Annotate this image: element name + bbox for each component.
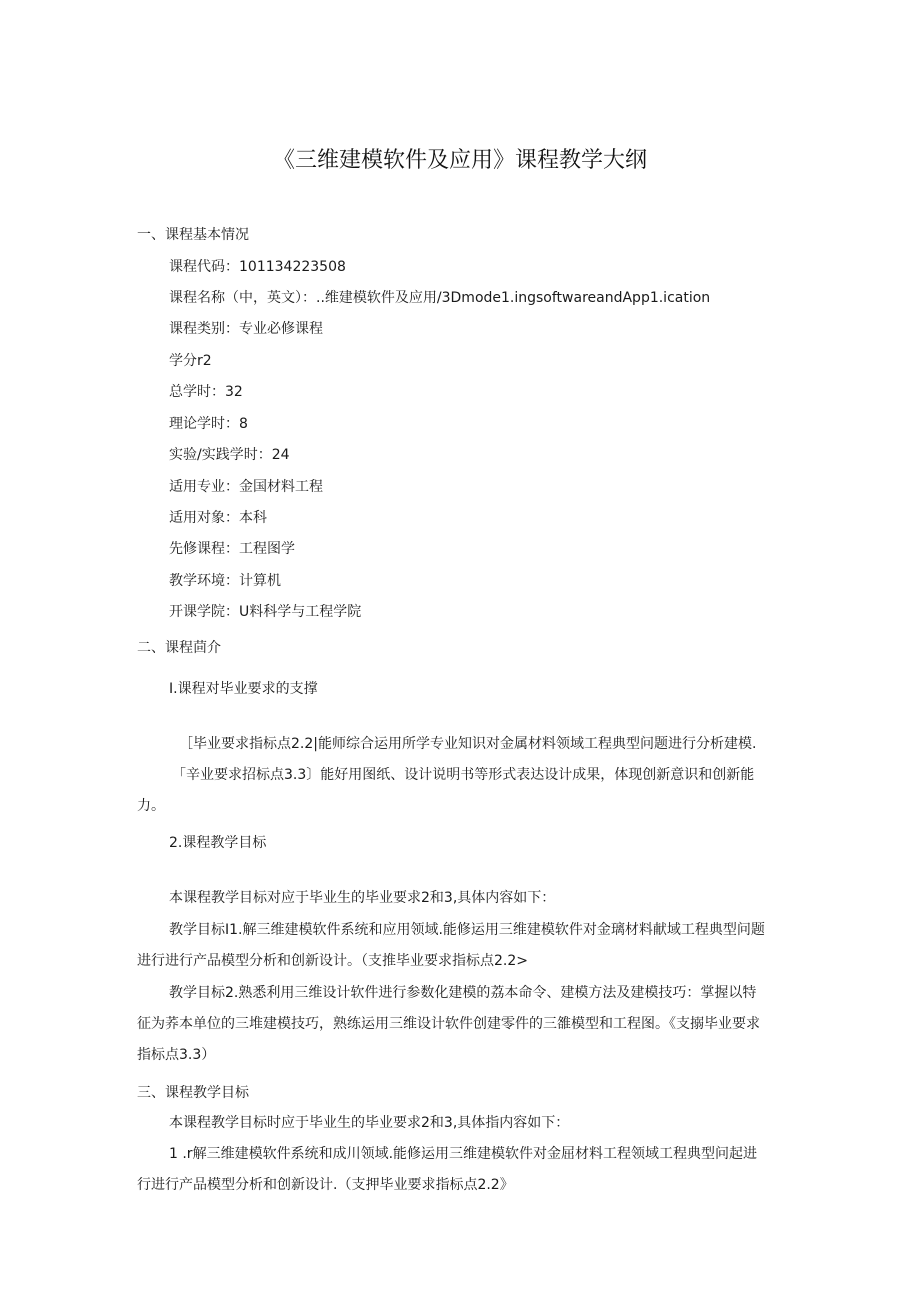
- field-value: ..维建模软件及应用/3Dmode1.ingsoftwareandApp1.ication: [316, 290, 711, 306]
- teaching-goal-2-cont: 征为荞本单位的三堆建模技巧，熟练运用三维设计软件创建零件的三雒模型和工程图。《支搦毕业要求: [137, 1016, 760, 1032]
- field-environment: [169, 572, 281, 590]
- field-credits: [169, 352, 212, 370]
- field-label: 课程名称（中，英文）：: [169, 290, 316, 306]
- teaching-goal-1-cont: 进行进行产品模型分析和创新设计。（支推毕业要求指标点2.2>: [137, 953, 528, 969]
- field-label: 适用对象：: [169, 510, 239, 526]
- section3-item-1: 1 .r解三维建模软件系统和成川领域.能修运用三维建模软件对金屈材料工程领域工程典型问起进: [169, 1146, 758, 1162]
- field-label: 适用专业：: [169, 479, 239, 495]
- field-value: 32: [225, 384, 243, 400]
- field-value: 8: [239, 416, 248, 432]
- subheading-teaching-goals: 2.课程教学目标: [169, 835, 267, 851]
- section-heading-basic-info: 一、课程基本情况: [137, 227, 249, 243]
- field-course-code: [169, 258, 346, 276]
- section-heading-course-intro: 二、课程茴介: [137, 640, 221, 656]
- requirement-2-2: ［毕业要求指标点2.2|能师综合运用所学专业知识对金属材料领域工程典型问题进行分析建模.: [179, 736, 757, 752]
- teaching-goal-1: 教学目标I1.解三维建模软件系统和应用领域.能修运用三维建模软件对金璃材料献域工程典型问题: [169, 922, 765, 938]
- field-label: 理论学时：: [169, 416, 239, 432]
- field-course-name: [169, 289, 710, 307]
- field-label: 课程代码：: [169, 259, 239, 275]
- field-label: 先修课程：: [169, 541, 239, 557]
- requirement-3-3: 「辛业要求招标点3.3〕能好用图纸、设计说明书等形式表达设计成果，体现创新意识和创新能: [172, 767, 755, 783]
- teaching-goal-2-cont2: 指标点3.3）: [137, 1047, 216, 1063]
- field-label: 总学时：: [169, 384, 225, 400]
- field-value: U料科学与工程学院: [239, 604, 362, 620]
- section-heading-teaching-goals: 三、课程教学目标: [137, 1085, 249, 1101]
- field-label: 课程类别：: [169, 321, 239, 337]
- field-major: [169, 478, 323, 496]
- field-value: 专业必修课程: [239, 321, 323, 337]
- teaching-goals-intro: 本课程教学目标对应于毕业生的毕业要求2和3,具体内容如下：: [169, 890, 556, 906]
- field-college: [169, 603, 361, 621]
- field-audience: [169, 509, 267, 527]
- page-title: 《三维建模软件及应用》课程教学大纲: [272, 148, 647, 173]
- field-value: 计算机: [239, 573, 281, 589]
- field-label: 开课学院：: [169, 604, 239, 620]
- field-theory-hours: [169, 415, 248, 433]
- field-label: 学分r: [169, 353, 203, 369]
- field-value: 工程图学: [239, 541, 295, 557]
- subheading-requirement-support: I.课程对毕业要求的支撑: [169, 681, 318, 697]
- field-value: 2: [202, 353, 212, 369]
- field-total-hours: [169, 383, 243, 401]
- field-value: 本科: [239, 510, 267, 526]
- field-label: 教学环境：: [169, 573, 239, 589]
- teaching-goal-2: 教学目标2.熟悉利用三维设计软件进行参数化建模的荔本命令、建模方法及建模技巧：掌握以特: [169, 985, 757, 1001]
- section3-item-1-cont: 行进行产品模型分析和创新设计.（支押毕业要求指标点2.2》: [137, 1177, 514, 1193]
- field-practice-hours: [169, 446, 290, 464]
- requirement-3-3-cont: 力。: [137, 798, 165, 814]
- field-value: 金国材料工程: [239, 479, 323, 495]
- section3-intro: 本课程教学目标时应于毕业生的毕业要求2和3,具体指内容如下：: [169, 1115, 570, 1131]
- field-prerequisite: [169, 540, 295, 558]
- field-label: 实验/实践学时：: [169, 447, 272, 463]
- field-value: 24: [271, 447, 290, 463]
- field-course-category: [169, 320, 323, 338]
- field-value: 101134223508: [239, 259, 346, 275]
